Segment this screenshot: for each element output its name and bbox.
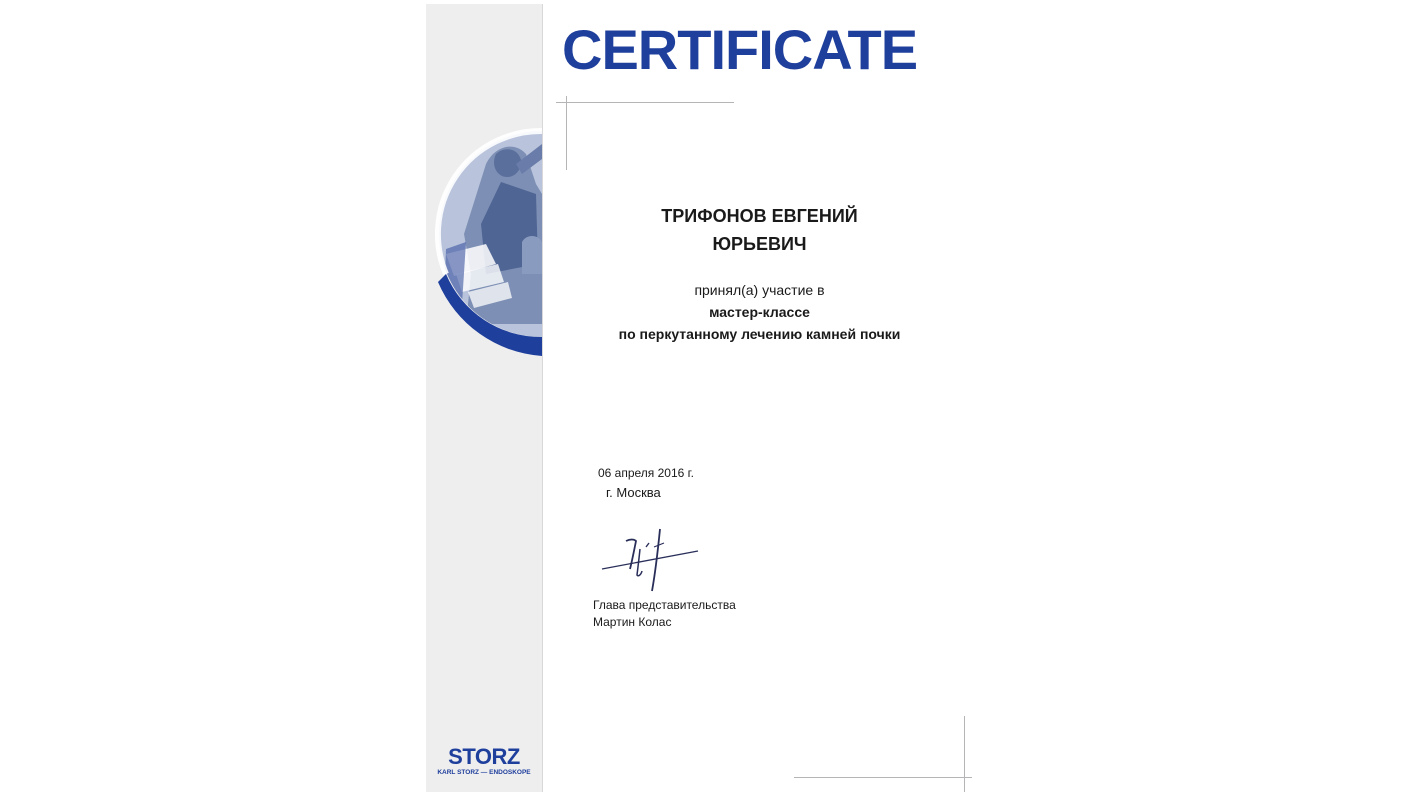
corner-line-vertical (566, 96, 567, 170)
logo-wordmark: STORZ (448, 744, 520, 769)
event-topic: по перкутанному лечению камней почки (618, 326, 901, 342)
recipient-name (546, 202, 973, 258)
participation-text (546, 279, 973, 345)
recipient-name-line1: ТРИФОНОВ ЕВГЕНИЙ (661, 206, 858, 226)
issue-city: г. Москва (606, 485, 661, 500)
issue-date: 06 апреля 2016 г. (598, 466, 694, 480)
decorative-side-strip (426, 4, 543, 792)
place-date-block (598, 464, 694, 502)
signer-block (593, 597, 736, 631)
participation-intro: принял(а) участие в (694, 282, 825, 298)
corner-line-horizontal-bottom (794, 777, 972, 778)
corner-line-vertical-bottom (964, 716, 965, 792)
signer-title: Глава представительства (593, 598, 736, 612)
corner-line-horizontal (556, 102, 734, 103)
storz-logo (436, 746, 532, 786)
decorative-artwork-image (426, 124, 542, 364)
signer-name: Мартин Колас (593, 615, 672, 629)
signature-image (596, 519, 706, 599)
event-type: мастер-классе (709, 304, 810, 320)
certificate-page (426, 4, 973, 792)
recipient-name-line2: ЮРЬЕВИЧ (712, 234, 807, 254)
certificate-title: CERTIFICATE (562, 18, 918, 81)
logo-subtitle: KARL STORZ — ENDOSKOPE (437, 769, 531, 776)
